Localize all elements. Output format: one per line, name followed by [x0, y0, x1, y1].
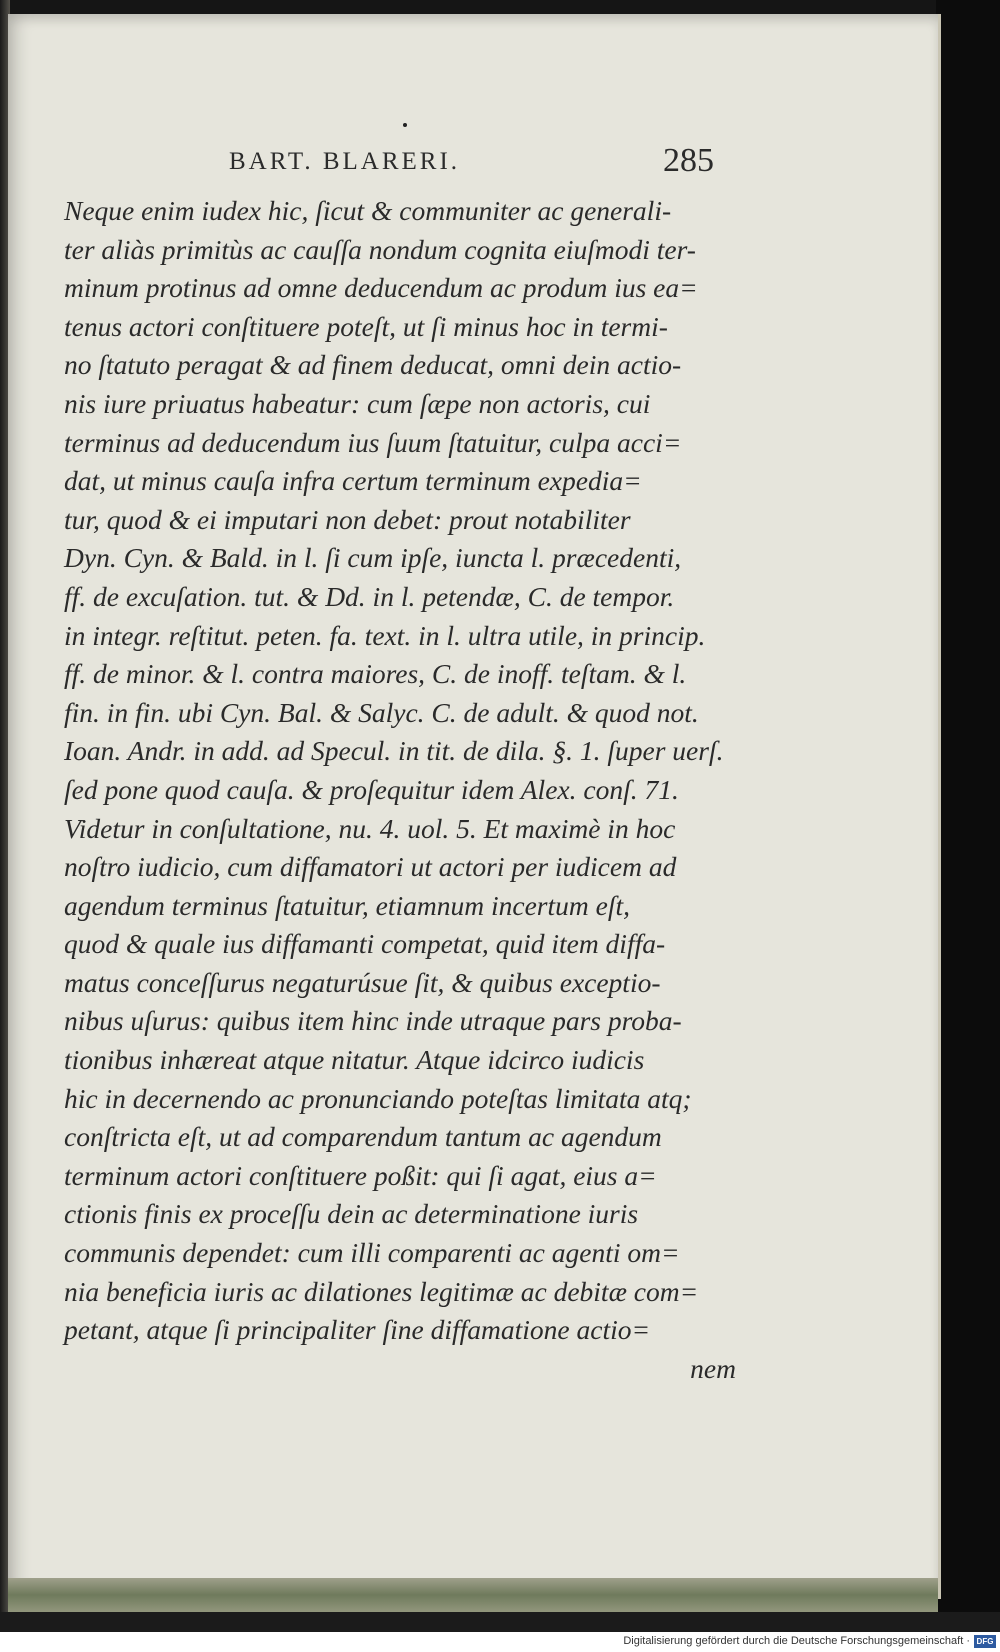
text-line: ff. de minor. & l. contra maiores, C. de inoff. teſtam. & l.	[64, 658, 687, 690]
text-line: matus conceſſurus negaturúsue ſit, & quibus exceptio-	[64, 966, 661, 998]
text-line: petant, atque ſi principaliter ſine diffamatione actio=	[64, 1314, 651, 1346]
running-head: BART. BLARERI.	[229, 148, 461, 175]
text-line: communis dependet: cum illi comparenti ac agenti om=	[64, 1237, 680, 1269]
text-line: fin. in fin. ubi Cyn. Bal. & Salyc. C. de adult. & quod not.	[64, 696, 699, 728]
text-line: nia beneficia iuris ac dilationes legitimæ ac debitæ com=	[64, 1275, 699, 1307]
text-line: Ioan. Andr. in add. ad Specul. in tit. de dila. §. 1. ſuper uerſ.	[64, 735, 724, 767]
text-line: ctionis finis ex proceſſu dein ac determinatione iuris	[64, 1198, 639, 1230]
scan-top-border	[0, 0, 1000, 14]
text-line: no ſtatuto peragat & ad finem deducat, omni dein actio-	[64, 349, 682, 381]
text-line: ſed pone quod cauſa. & proſequitur idem Alex. conſ. 71.	[64, 773, 679, 805]
text-line: hic in decernendo ac pronunciando poteſtas limitata atq;	[64, 1082, 692, 1114]
text-line: noſtro iudicio, cum diffamatori ut actori per iudicem ad	[64, 851, 677, 883]
text-line: tur, quod & ei imputari non debet: prout notabiliter	[64, 503, 631, 535]
page-number: 285	[663, 142, 714, 179]
text-line: quod & quale ius diffamanti competat, quid item diffa-	[64, 928, 666, 960]
digitization-footer	[0, 1632, 1000, 1652]
text-line: in integr. reſtitut. peten. fa. text. in l. ultra utile, in princip.	[64, 619, 706, 651]
text-line: dat, ut minus cauſa infra certum terminum expedia=	[64, 465, 642, 497]
text-line: terminus ad deducendum ius ſuum ſtatuitur, culpa acci=	[64, 426, 682, 458]
scan-right-border	[936, 0, 1000, 1632]
text-line: nibus uſurus: quibus item hinc inde utraque pars proba-	[64, 1005, 682, 1037]
scan-bottom-border	[0, 1612, 1000, 1632]
text-line: minum protinus ad omne deducendum ac produm ius ea=	[64, 272, 698, 304]
ink-dot	[403, 123, 407, 127]
text-line: Videtur in conſultatione, nu. 4. uol. 5. Et maximè in hoc	[64, 812, 676, 844]
dfg-logo: DFG	[974, 1635, 996, 1648]
catchword: nem	[690, 1352, 736, 1384]
text-line: tionibus inhæreat atque nitatur. Atque idcirco iudicis	[64, 1044, 645, 1076]
text-line: terminum actori conſtituere poßit: qui ſi agat, eius a=	[64, 1159, 657, 1191]
text-line: Neque enim iudex hic, ſicut & communiter ac generali-	[64, 195, 672, 226]
text-line: agendum terminus ſtatuitur, etiamnum incertum eſt,	[64, 889, 630, 921]
text-line: nis iure priuatus habeatur: cum ſæpe non actoris, cui	[64, 387, 651, 419]
text-line: ff. de excuſation. tut. & Dd. in l. petendæ, C. de tempor.	[64, 580, 675, 612]
text-line: Dyn. Cyn. & Bald. in l. ſi cum ipſe, iuncta l. præcedenti,	[64, 542, 682, 574]
funding-credit: Digitalisierung gefördert durch die Deutsche Forschungsgemeinschaft ·	[623, 1635, 970, 1647]
text-line: conſtricta eſt, ut ad comparendum tantum ac agendum	[64, 1121, 662, 1153]
body-text	[64, 192, 740, 1388]
text-line: tenus actori conſtituere poteſt, ut ſi minus hoc in termi-	[64, 310, 668, 342]
text-line: ter aliàs primitùs ac cauſſa nondum cognita eiuſmodi ter-	[64, 233, 696, 265]
